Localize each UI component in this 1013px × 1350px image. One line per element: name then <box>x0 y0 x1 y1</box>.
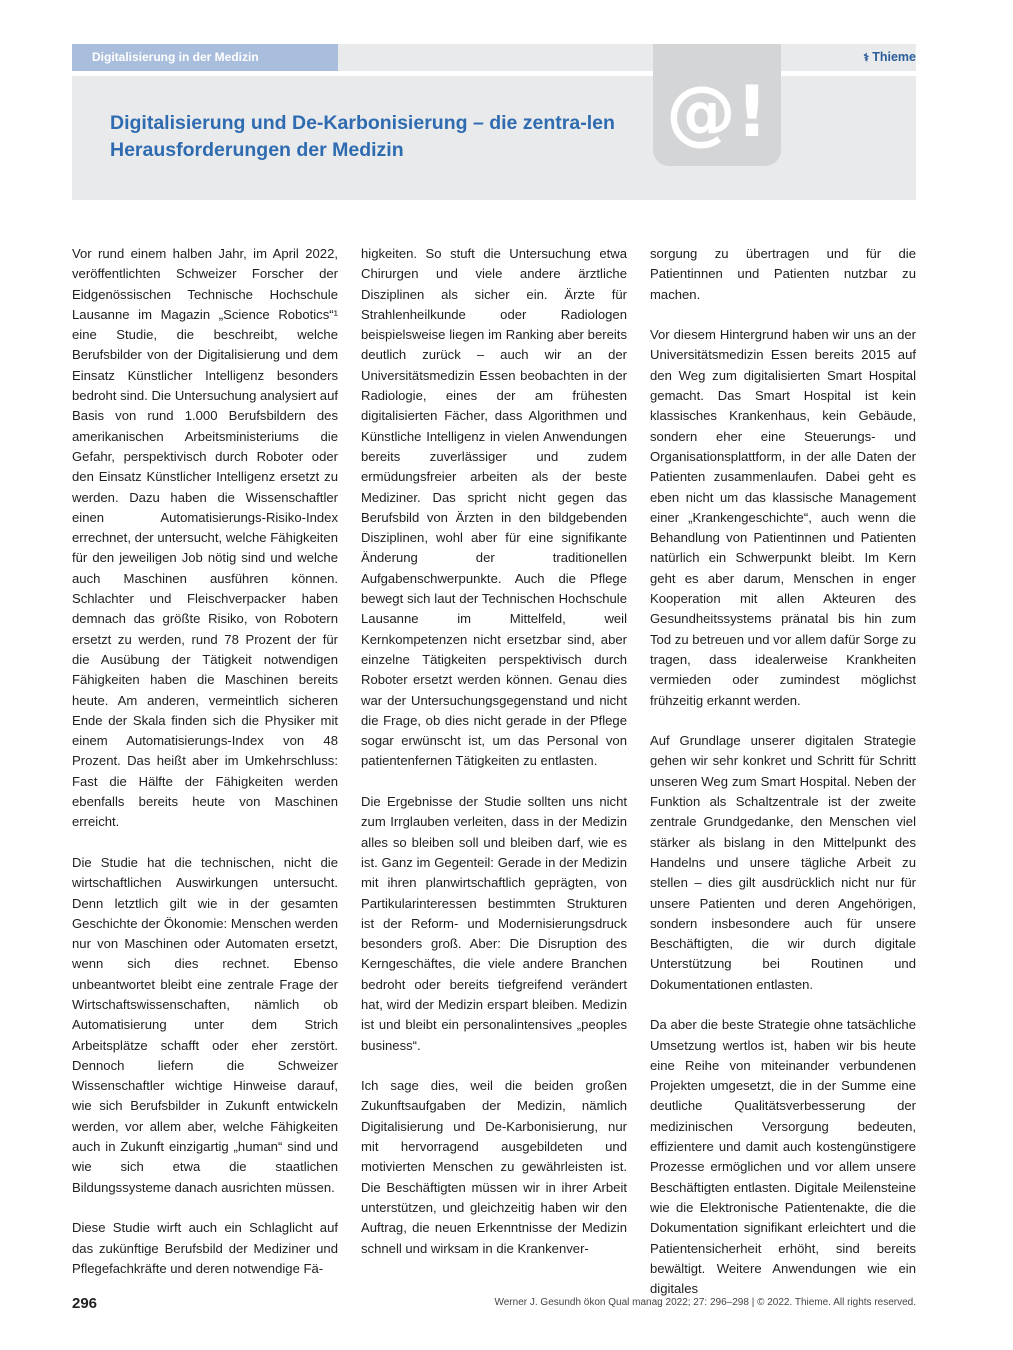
publisher-logo <box>863 44 916 71</box>
at-exclamation-icon <box>653 44 781 166</box>
paragraph: Die Ergebnisse der Studie sollten uns nicht zum Irrglauben verleiten, dass in der Medizin alles so bleiben soll und bleiben darf, wie es ist. Ganz im Gegenteil: Gerade in der Medizin mit ihren planwirtschaftlich geprägten, von Partikularinteressen bestimmten Strukturen ist der Reform- und Modernisierungsdruck besonders groß. Aber: Die Disruption des Kerngeschäftes, die viele andere Branchen bedroht oder bereits tiefgreifend verändert hat, wird der Medizin erspart bleiben. Medizin ist und bleibt ein personalintensives „peoples business“. <box>361 794 627 1053</box>
text-column-3 <box>650 244 916 1320</box>
paragraph: Vor diesem Hintergrund haben wir uns an der Universitätsmedizin Essen bereits 2015 auf den Weg zum digitalisierten Smart Hospital gemacht. Das Smart Hospital ist kein klassisches Krankenhaus, kein Gebäude, sondern eher eine Steuerungs- und Organisationsplattform, in der alle Daten der Patienten zusammenlaufen. Dabei geht es eben nicht um das klassische Management einer „Krankengeschichte“, auch wenn die Behandlung von Patientinnen und Patienten natürlich ein Schwerpunkt bleibt. Im Kern geht es aber darum, Menschen in enger Kooperation mit allen Akteuren des Gesundheitssystems pränatal bis hin zum Tod zu betreuen und vor allem dafür Sorge zu tragen, dass idealerweise Krankheiten vermieden oder zumindest möglichst frühzeitig erkannt werden. <box>650 327 916 708</box>
icon-symbol: @! <box>666 71 768 153</box>
paragraph: Da aber die beste Strategie ohne tatsächliche Umsetzung wertlos ist, haben wir bis heute eine Reihe von miteinander verbundenen Projekten umgesetzt, die in der Summe eine deutliche Qualitätsverbesserung der medizinischen Versorgung bedeuten, effizientere und damit auch kostengünstigere Prozesse ermöglichen und vor allem unsere Beschäftigten entlasten. Digitale Meilensteine wie die Elektronische Patientenakte, die die Dokumentation signifikant erleichtert und die Patientensicherheit erhöht, sind bereits bewältigt. Weitere Anwendungen wie ein digitales <box>650 1017 916 1297</box>
section-label: Digitalisierung in der Medizin <box>72 44 338 71</box>
paragraph: Vor rund einem halben Jahr, im April 2022, veröffentlichten Schweizer Forscher der Eidgenössischen Technische Hochschule Lausanne im Magazin „Science Robotics“¹ eine Studie, die beschreibt, welche Berufsbilder von der Digitalisierung und dem Einsatz Künstlicher Intelligenz besonders bedroht sind. Die Untersuchung analysiert auf Basis von rund 1.000 Berufsbildern des amerikanischen Arbeitsministeriums die Gefahr, perspektivisch durch Roboter oder den Einsatz Künstlicher Intelligenz ersetzt zu werden. Dazu haben die Wissenschaftler einen Automatisierungs-Risiko-Index errechnet, der untersucht, welche Fähigkeiten für den jeweiligen Job nötig sind und welche auch Maschinen ausführen können. Schlachter und Fleischverpacker haben demnach das größte Risiko, von Robotern ersetzt zu werden, rund 78 Prozent der für die Ausübung der Tätigkeit notwendigen Fähigkeiten haben die Maschinen bereits heute. Am anderen, vermeintlich sicheren Ende der Skala finden sich die Physiker mit einem Automatisierungs-Index von 48 Prozent. Das heißt aber im Umkehrschluss: Fast die Hälfte der Fähigkeiten werden ebenfalls bereits heute von Maschinen erreicht. <box>72 246 338 830</box>
paragraph: Die Studie hat die technischen, nicht die wirtschaftlichen Auswirkungen untersucht. Denn letztlich gilt wie in der gesamten Geschichte der Ökonomie: Menschen werden nur von Maschinen oder Automaten ersetzt, wenn sich dies rechnet. Ebenso unbeantwortet bleibt eine zentrale Frage der Wirtschaftswissenschaften, nämlich ob Automatisierung unter dem Strich Arbeitsplätze schafft oder eher zerstört. Dennoch liefern die Schweizer Wissenschaftler wichtige Hinweise darauf, wie sich Berufsbilder in Zukunft entwickeln werden, vor allem aber, welche Fähigkeiten auch in Zukunft einzigartig „human“ sind und wie sich etwa die staatlichen Bildungssysteme danach ausrichten müssen. <box>72 854 338 1195</box>
paragraph: Diese Studie wirft auch ein Schlaglicht auf das zukünftige Berufsbild der Mediziner und Pflegefachkräfte und deren notwendige Fä- <box>72 1220 338 1276</box>
citation: Werner J. Gesundh ökon Qual manag 2022; 27: 296–298 | © 2022. Thieme. All rights reserved. <box>494 1297 916 1308</box>
page-number: 296 <box>72 1295 98 1312</box>
paragraph: Ich sage dies, weil die beiden großen Zukunftsaufgaben der Medizin, nämlich Digitalisierung und De-Karbonisierung, nur mit hervorragend ausgebildeten und motivierten Menschen zu gewährleisten ist. Die Beschäftigten müssen wir in ihrer Arbeit unterstützen, und gleichzeitig haben wir den Auftrag, die neuen Erkenntnisse der Medizin schnell und wirksam in die Krankenver- <box>361 1078 627 1256</box>
text-column-2 <box>361 244 627 1279</box>
paragraph: sorgung zu übertragen und für die Patientinnen und Patienten nutzbar zu machen. <box>650 246 916 302</box>
paragraph: higkeiten. So stuft die Untersuchung etwa Chirurgen und viele andere ärztliche Disziplinen als sicher ein. Ärzte für Strahlenheilkunde oder Radiologen beispielsweise liegen im Ranking aber bereits deutlich zurück – auch wir an der Universitätsmedizin Essen beobachten in der Radiologie, eines der am frühesten digitalisierten Fächer, dass Algorithmen und Künstliche Intelligenz in vielen Anwendungen bereits zuverlässiger und zudem ermüdungsfreier arbeiten als der beste Mediziner. Das spricht nicht gegen das Berufsbild von Ärzten in den bildgebenden Disziplinen, wohl aber für eine signifikante Änderung der traditionellen Aufgabenschwerpunkte. Auch die Pflege bewegt sich laut der Technischen Hochschule Lausanne im Mittelfeld, weil Kernkompetenzen nicht ersetzbar sind, aber einzelne Tätigkeiten perspektivisch durch Roboter ersetzt werden können. Genau dies war der Untersuchungsgegenstand und nicht die Frage, ob dies nicht gerade in der Pflege sogar erwünscht ist, um das Personal von patientenfernen Tätigkeiten zu entlasten. <box>361 246 627 769</box>
thieme-logo-icon: ⚕ <box>863 52 870 64</box>
paragraph: Auf Grundlage unserer digitalen Strategie gehen wir sehr konkret und Schritt für Schritt unseren Weg zum Smart Hospital. Neben der Funktion als Schaltzentrale ist der zweite zentrale Grundgedanke, den Menschen viel stärker als bislang in den Mittelpunkt des Handelns und unsere tägliche Arbeit zu stellen – dies gilt ausdrücklich nicht nur für unsere Patienten und deren Angehörigen, sondern insbesondere auch für unsere Beschäftigten, die wir durch digitale Unterstützung bei Routinen und Dokumentationen entlasten. <box>650 733 916 992</box>
article-title: Digitalisierung und De-Karbonisierung – die zentra-len Herausforderungen der Medizin <box>110 112 615 161</box>
publisher-name: Thieme <box>872 50 916 64</box>
text-column-1 <box>72 244 338 1299</box>
